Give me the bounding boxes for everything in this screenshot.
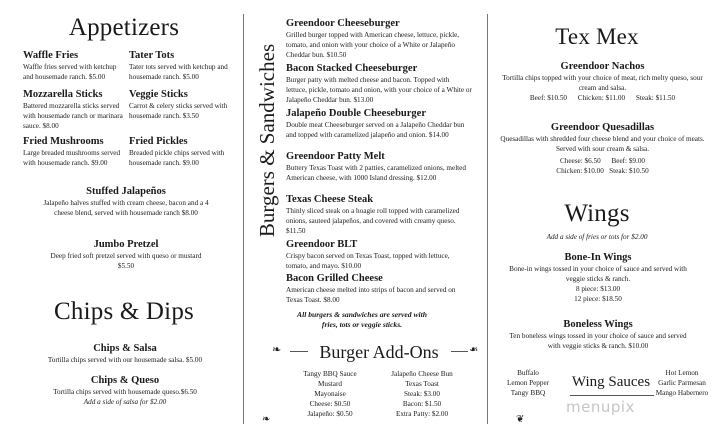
item-desc: Waffle fries served with ketchup and housemade ranch. $5.00 [23, 63, 117, 81]
item-name: Fried Mushrooms [23, 136, 104, 147]
item-price: 8 piece: $13.00 [575, 285, 621, 293]
item-name: Greendoor Nachos [560, 61, 645, 72]
item-desc: Thinly sliced steak on a hoagie roll topped with caramelized onions, sauteed jalapeños, and covered with creamy queso. $11.50 [286, 207, 460, 235]
burgers-sandwiches-title: Burgers & Sandwiches [255, 43, 279, 238]
item-name: Jalapeño Double Cheeseburger [286, 108, 426, 119]
burgers-title-wrap [252, 28, 282, 258]
ornament-right-icon: ❦ [516, 414, 525, 425]
item-name: Mozzarella Sticks [23, 89, 103, 100]
addon-item: Bacon: $1.50 [402, 400, 442, 408]
menu-item-jumbo-pretzel [48, 238, 204, 271]
wings-side-note: Add a side of fries or tots for $2.00 [546, 233, 648, 241]
item-desc: Crispy bacon served on Texas Toast, topped with lettuce, tomato, and mayo. $10.00 [286, 252, 450, 270]
menu-item-tater-tots [129, 49, 229, 82]
burgers-sides-note: All burgers & sandwiches are served with fries, tots or veggie sticks. [297, 310, 427, 329]
item-name: Texas Cheese Steak [286, 194, 374, 205]
item-desc: Bone-in wings tossed in your choice of sauce and served with veggie sticks & ranch. [509, 265, 687, 283]
item-prices: Beef: $10.50 Chicken: $11.00 Steak: $11.50 [529, 94, 676, 102]
wings-title: Wings [564, 200, 630, 227]
tex-mex-title: Tex Mex [555, 24, 639, 49]
item-desc: Carrot & celery sticks served with housemade ranch. $3.50 [129, 102, 228, 120]
item-name: Tater Tots [129, 50, 175, 61]
sauce-item: Lemon Pepper [506, 379, 550, 387]
addons-list-left [280, 369, 380, 419]
item-name: Greendoor Quesadillas [550, 122, 655, 133]
addon-item: Cheese: $0.50 [309, 400, 351, 408]
menu-item-chips-queso [22, 374, 228, 407]
menu-item-boneless-wings [508, 318, 688, 351]
item-name: Boneless Wings [563, 319, 633, 330]
menu-item-jalapeno-double-cheeseburger [286, 107, 472, 140]
item-name: Waffle Fries [23, 50, 79, 61]
wing-sauces-title: Wing Sauces [571, 374, 651, 390]
addon-item: Tangy BBQ Sauce [303, 370, 357, 378]
item-desc: Jalapeño halves stuffed with cream cheese, bacon and a 4 cheese blend, served with housemade ranch $8.00 [43, 199, 209, 217]
sauce-item: Buffalo [517, 369, 539, 377]
item-desc: Large breaded mushrooms served with housemade ranch. $9.00 [23, 149, 121, 167]
item-desc: American cheese melted into strips of bacon and served on Texas Toast. $8.00 [286, 286, 456, 304]
item-name: Greendoor BLT [286, 239, 358, 250]
column-divider-right [487, 14, 488, 424]
item-desc: Tortilla chips served with our housemade salsa. $5.00 [47, 356, 203, 364]
menu-item-waffle-fries [23, 49, 127, 82]
item-name: Stuffed Jalapeños [86, 186, 166, 197]
addon-item: Jalapeño Cheese Bun [391, 370, 453, 378]
addon-item: Mayonaise [314, 390, 346, 398]
item-name: Greendoor Cheeseburger [286, 18, 400, 29]
sauces-rule [570, 395, 654, 396]
menu-item-fried-mushrooms [23, 135, 127, 168]
menu-item-fried-pickles [129, 135, 229, 168]
item-name: Chips & Salsa [93, 343, 157, 354]
appetizers-title: Appetizers [68, 14, 180, 41]
addon-item: Extra Patty: $2.00 [395, 410, 449, 418]
addons-list-right [372, 369, 472, 419]
item-desc: Battered mozzarella sticks served with housemade ranch or marinara sauce. $8.00 [23, 102, 123, 130]
item-prices: Cheese: $6.50 Beef: $9.00 [559, 157, 646, 165]
addons-rule-right [451, 351, 468, 352]
sauce-item: Garlic Parmesan [658, 379, 706, 387]
ornament-left-icon: ❧ [262, 414, 271, 425]
menu-item-stuffed-jalapenos [38, 185, 214, 218]
item-note: Add a side of salsa for $2.00 [83, 398, 167, 406]
menu-item-veggie-sticks [129, 88, 229, 121]
item-desc: Burger patty with melted cheese and bacon. Topped with lettuce, pickle, tomato and onion, with your choice of a White or Jalapeño Cheddar bun. $13.00 [286, 76, 472, 104]
menu-item-greendoor-nachos [500, 60, 705, 103]
item-price: 12 piece: $18.50 [574, 295, 622, 303]
item-desc: Deep fried soft pretzel served with queso or mustard $5.50 [50, 252, 202, 270]
item-desc: Ten boneless wings tossed in your choice of sauce and served with veggie sticks & ranch. $10.00 [509, 332, 687, 350]
item-name: Bone-In Wings [564, 252, 632, 263]
sauce-item: Tangy BBQ [510, 389, 546, 397]
fleuron-right-icon: ❧ [469, 344, 479, 356]
menu-item-greendoor-cheeseburger [286, 17, 472, 60]
item-name: Bacon Grilled Cheese [286, 273, 383, 284]
item-name: Bacon Stacked Cheeseburger [286, 63, 418, 74]
item-desc: Breaded pickle chips served with housemade ranch. $9.00 [129, 149, 225, 167]
menu-item-texas-cheese-steak [286, 193, 472, 236]
item-desc: Double meat Cheeseburger served on a Jalapeño Cheddar bun and topped with caramelized jalapeño and onion. $14.00 [286, 121, 465, 139]
menu-item-greendoor-blt [286, 238, 472, 271]
menu-item-greendoor-patty-melt [286, 150, 472, 183]
menu-item-mozzarella-sticks [23, 88, 127, 131]
item-desc: Grilled burger topped with American cheese, lettuce, pickle, tomato, and onion with your choice of a White or Jalapeño Cheddar bun. $10.50 [286, 31, 460, 59]
burger-addons-title: Burger Add-Ons [319, 342, 439, 362]
addons-rule-left [290, 351, 308, 352]
menu-item-bacon-grilled-cheese [286, 272, 472, 305]
item-name: Fried Pickles [129, 136, 188, 147]
item-name: Chips & Queso [90, 375, 160, 386]
sauces-list-left [500, 368, 556, 398]
watermark: menupix [566, 398, 635, 416]
menu-item-chips-salsa [22, 342, 228, 365]
menu-item-bone-in-wings [508, 251, 688, 304]
column-divider-left [243, 14, 244, 424]
sauces-list-right [648, 368, 716, 398]
item-name: Jumbo Pretzel [93, 239, 159, 250]
sauce-item: Mango Habernero [655, 389, 709, 397]
item-desc: Buttery Texas Toast with 2 patties, caramelized onions, melted American cheese, with 1000 Island dressing. $12.00 [286, 164, 466, 182]
item-prices: Chicken: $10.00 Steak: $10.50 [556, 167, 649, 175]
item-desc: Tater tots served with ketchup and housemade ranch. $5.00 [129, 63, 228, 81]
fleuron-left-icon: ❧ [272, 344, 282, 356]
addon-item: Mustard [318, 380, 342, 388]
addon-item: Steak: $3.00 [404, 390, 440, 398]
item-name: Veggie Sticks [129, 89, 188, 100]
item-name: Greendoor Patty Melt [286, 151, 385, 162]
chips-dips-title: Chips & Dips [54, 298, 194, 325]
sauce-item: Hot Lemon [665, 369, 699, 377]
addon-item: Texas Toast [405, 380, 439, 388]
addon-item: Jalapeño: $0.50 [307, 410, 353, 418]
menu-item-greendoor-quesadillas [500, 121, 705, 176]
item-desc: Quesadillas with shredded four cheese blend and your choice of meats. Served with sour cream & salsa. [500, 135, 705, 153]
item-desc: Tortilla chips served with housemade queso.$6.50 [53, 388, 197, 396]
menu-item-bacon-stacked-cheeseburger [286, 62, 472, 105]
item-desc: Tortilla chips topped with your choice of meat, rich melty queso, sour cream and salsa. [502, 74, 703, 92]
